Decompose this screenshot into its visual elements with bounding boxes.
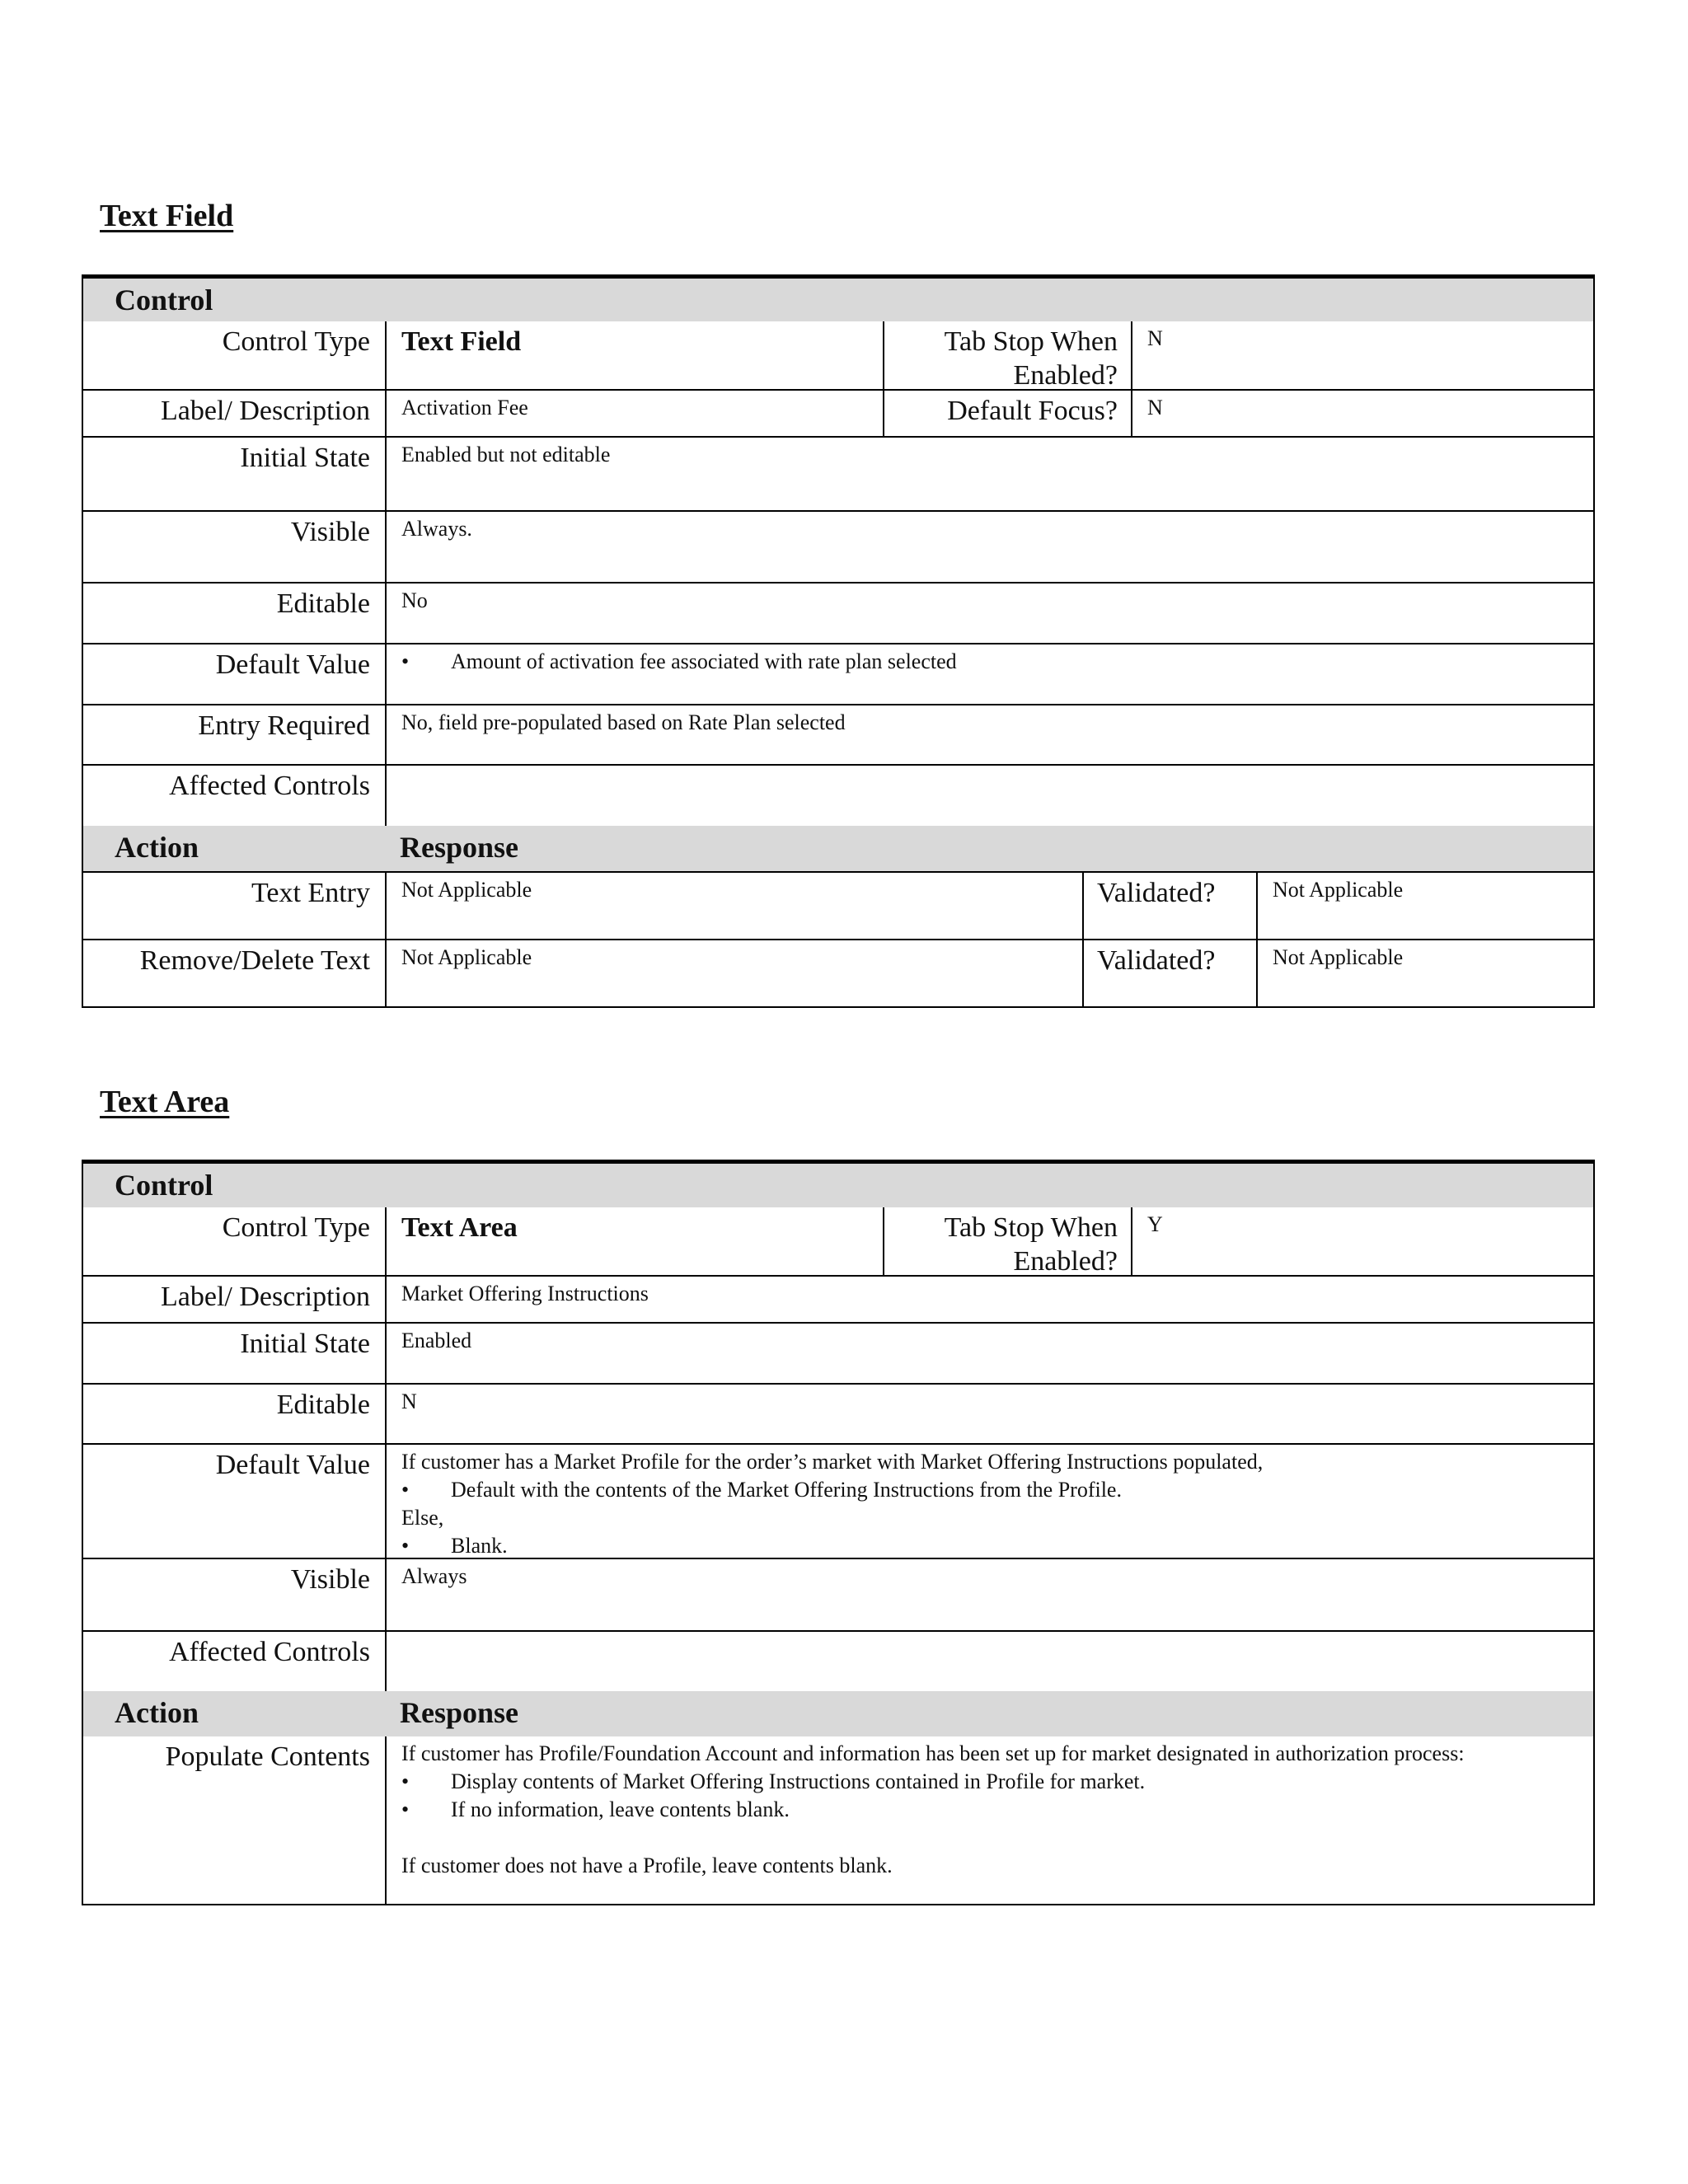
default-value-row: [83, 1445, 1593, 1559]
tab-stop-label: Tab Stop When Enabled?: [883, 321, 1131, 389]
control-type-row: [83, 321, 1593, 391]
label-description-value: Market Offering Instructions: [385, 1277, 1593, 1322]
visible-label: Visible: [290, 517, 370, 547]
control-header: Control: [115, 284, 213, 316]
action-row-text-entry: [83, 873, 1593, 940]
initial-state-value: Enabled but not editable: [385, 438, 1593, 510]
visible-label: Visible: [290, 1564, 370, 1595]
label-description-value: Activation Fee: [385, 391, 883, 436]
action-label: Populate Contents: [165, 1741, 370, 1772]
response-header: Response: [400, 831, 519, 864]
affected-controls-label: Affected Controls: [169, 771, 370, 801]
action-row-populate-contents: [83, 1736, 1593, 1905]
entry-required-value: No, field pre-populated based on Rate Plan selected: [385, 705, 1593, 764]
action-header-row: [83, 1691, 1593, 1736]
visible-value: Always.: [385, 512, 1593, 582]
affected-controls-value: [385, 1632, 1593, 1691]
action-row-remove-delete-text: [83, 940, 1593, 1008]
validated-label: Validated?: [1082, 940, 1256, 1006]
control-type-label: Control Type: [222, 1212, 370, 1243]
tab-stop-label: Tab Stop When Enabled?: [883, 1207, 1131, 1275]
control-header: Control: [115, 1169, 213, 1202]
entry-required-row: [83, 705, 1593, 766]
initial-state-row: [83, 1324, 1593, 1385]
control-type-row: [83, 1207, 1593, 1277]
default-value-label: Default Value: [215, 649, 370, 680]
default-value-condition: If customer has a Market Profile for the order’s market with Market Offering Instructions populated,: [401, 1450, 1264, 1474]
validated-label: Validated?: [1082, 873, 1256, 939]
default-value-content: [385, 1445, 1593, 1558]
action-response: [385, 1736, 1593, 1904]
initial-state-label: Initial State: [240, 1329, 370, 1359]
visible-row: [83, 1559, 1593, 1632]
affected-controls-value: [385, 766, 1593, 826]
editable-label: Editable: [276, 1390, 370, 1420]
action-header-row: [83, 826, 1593, 873]
default-value-bullet: • Blank.: [401, 1532, 1580, 1560]
entry-required-label: Entry Required: [198, 710, 370, 741]
default-value-content: [385, 644, 1593, 704]
control-type-value: Text Field: [385, 321, 883, 389]
control-type-label: Control Type: [222, 326, 370, 357]
text-area-spec-table: [82, 1160, 1595, 1905]
label-description-row: [83, 391, 1593, 438]
tab-stop-value: Y: [1131, 1207, 1593, 1275]
visible-row: [83, 512, 1593, 583]
affected-controls-label: Affected Controls: [169, 1637, 370, 1667]
label-description-row: [83, 1277, 1593, 1324]
section-heading-text-field: Text Field: [100, 199, 234, 233]
action-label: Remove/Delete Text: [139, 945, 370, 976]
editable-row: [83, 1385, 1593, 1445]
initial-state-label: Initial State: [240, 443, 370, 473]
editable-value: No: [385, 583, 1593, 643]
initial-state-row: [83, 438, 1593, 512]
section-heading-text-area: Text Area: [100, 1085, 230, 1119]
action-header: Action: [115, 1696, 199, 1729]
default-value-bullet: • Default with the contents of the Market Offering Instructions from the Profile.: [401, 1476, 1580, 1504]
label-description-label: Label/ Description: [161, 1282, 370, 1312]
tab-stop-value: N: [1131, 321, 1593, 389]
action-response: Not Applicable: [385, 873, 1082, 939]
validated-value: Not Applicable: [1256, 873, 1593, 939]
populate-condition: If customer has Profile/Foundation Account and information has been set up for market designated in authorization process:: [401, 1741, 1465, 1765]
default-value-else: Else,: [401, 1506, 444, 1530]
default-value-label: Default Value: [215, 1450, 370, 1480]
action-label: Text Entry: [251, 878, 370, 908]
populate-bullet: • If no information, leave contents blank.: [401, 1796, 1580, 1824]
populate-no-profile: If customer does not have a Profile, leave contents blank.: [401, 1854, 893, 1877]
label-description-label: Label/ Description: [161, 396, 370, 426]
action-response: Not Applicable: [385, 940, 1082, 1006]
initial-state-value: Enabled: [385, 1324, 1593, 1383]
visible-value: Always: [385, 1559, 1593, 1630]
default-value-row: [83, 644, 1593, 705]
response-header: Response: [400, 1696, 519, 1729]
default-focus-value: N: [1131, 391, 1593, 436]
control-header-row: [83, 1164, 1593, 1207]
editable-label: Editable: [276, 588, 370, 619]
validated-value: Not Applicable: [1256, 940, 1593, 1006]
editable-row: [83, 583, 1593, 644]
default-focus-label: Default Focus?: [883, 391, 1131, 436]
affected-controls-row: [83, 1632, 1593, 1691]
control-type-value: Text Area: [385, 1207, 883, 1275]
control-header-row: [83, 279, 1593, 321]
populate-bullet: • Display contents of Market Offering Instructions contained in Profile for market.: [401, 1768, 1580, 1796]
affected-controls-row: [83, 766, 1593, 826]
action-header: Action: [115, 831, 199, 864]
text-field-spec-table: [82, 274, 1595, 1008]
editable-value: N: [385, 1385, 1593, 1443]
default-value-bullet: • Amount of activation fee associated with rate plan selected: [401, 648, 1580, 676]
